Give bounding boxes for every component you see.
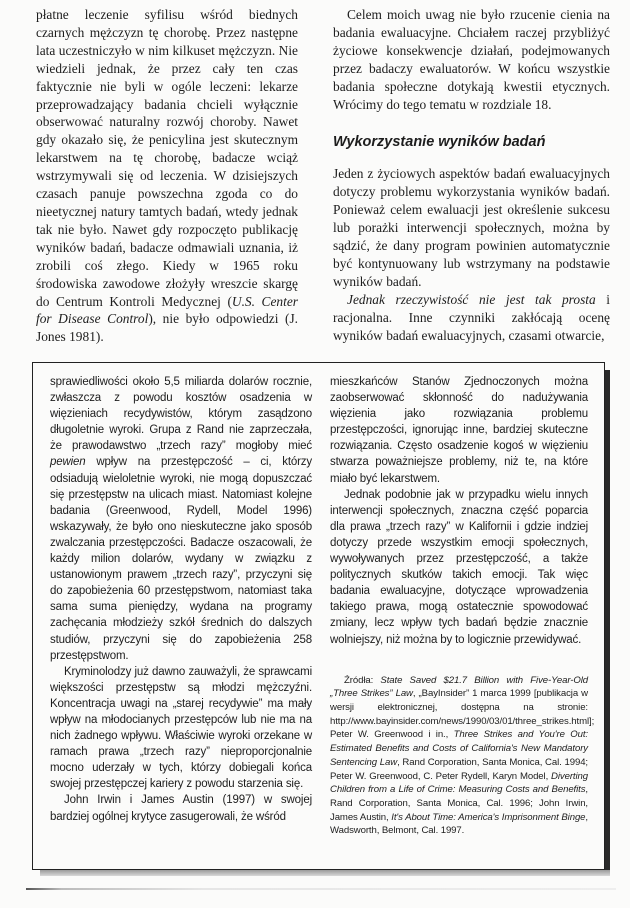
box-right-column	[330, 374, 595, 838]
top-right-paragraph-3: Jednak rzeczywistość nie jest tak prosta i racjonalna. Inne czynniki zakłócają ocenę wyników badań ewaluacyjnych, czasami otwarcie,	[333, 291, 610, 343]
page-bottom-rule	[26, 888, 616, 890]
top-left-column	[36, 6, 298, 346]
section-heading: Wykorzystanie wyników badań	[333, 134, 546, 151]
inset-box	[32, 362, 605, 870]
top-right-paragraph-1: Celem moich uwag nie było rzucenie cienia na badania ewaluacyjne. Chciałem raczej przybliżyć życiowe konsekwencje działań, podejmowanych przez badaczy ewaluatorów. W końcu wszystkie badania społeczne dotykają kwestii etycznych. Wrócimy do tego tematu w rozdziale 18.	[333, 7, 610, 112]
sources-note: Źródła: State Saved $21.7 Billion with Five-Year-Old „Three Strikes” Law, „BayInsider” 1 marca 1999 [publikacja w wersji elektronicznej, dostępna na stronie: http://www.bayinsider.com/news/1990/03/01/three_strikes.html]; Peter W. Greenwood i in., Three Strikes and You're Out: Estimated Benefits and Costs of California's New Mandatory Sentencing Law, Rand Corporation, Santa Monica, Cal. 1994; Peter W. Greenwood, C. Peter Rydell, Karyn Model, Diverting Children from a Life of Crime: Measuring Costs and Benefits, Rand Corporation, Santa Monica, Cal. 1996; John Irwin, James Austin, It's About Time: America's Imprisonment Binge, Wadsworth, Belmont, Cal. 1997.	[330, 674, 595, 837]
top-right-column	[333, 6, 610, 345]
box-paragraph-5: Jednak podobnie jak w przypadku wielu innych interwencji społecznych, znaczna część poparcia dla prawa „trzech razy” w Kalifornii i gdzie indziej dotyczy przede wszystkim emocji społecznych, wywoływanych przez przestępczość, a także politycznych skutków takich emocji. Tak więc badania ewaluacyjne, dotyczące wprowadzenia takiego prawa, mogą ostatecznie spowodować zmiany, lecz wpływ tych badań będzie znacznie wolniejszy, niż można by to logicznie przewidywać.	[330, 488, 588, 646]
box-paragraph-4: mieszkańców Stanów Zjednoczonych można zaobserwować skłonność do nadużywania więzienia jako rozwiązania problemu przestępczości, ignorując inne, bardziej skuteczne rozwiązania. Często osadzenie kogoś w więzieniu stwarza poważniejsze problemy, niż te, na które miało być lekarstwem.	[330, 376, 588, 485]
box-paragraph-1: sprawiedliwości około 5,5 miliarda dolarów rocznie, zwłaszcza z powodu kosztów osadzenia w więzieniach recydywistów, którym zasądzono długoletnie wyroki. Grupa z Rand nie zaprzeczała, że prawodawstwo „trzech razy” mogłoby mieć pewien wpływ na przestępczość – ci, którzy odsiadują wieloletnie wyroki, nie mogą dopuszczać się przestępstw na ulicach miast. Natomiast kolejne badania (Greenwood, Rydell, Model 1996) wskazywały, że było ono nieskuteczne jako sposób zwalczania przestępczości. Badacze oszacowali, że każdy milion dolarów, wydany w związku z ustanowionym prawem „trzech razy”, przyczyni się do zapobieżenia 60 przestępstwom, natomiast taka sama suma pieniędzy, wydana na programy zachęcania młodzieży szkół średnich do dalszych studiów, przyczyni się do zapobieżenia 258 przestępstwom.	[50, 376, 312, 662]
box-shadow-right	[605, 370, 610, 876]
box-paragraph-2: Kryminolodzy już dawno zauważyli, że sprawcami większości przestępstw są młodzi mężczyźni. Koncentracja uwagi na „starej recydywie” ma mały wpływ na młodocianych przestępców lub nie ma na nich żadnego wpływu. Właściwie wyroki orzekane w ramach prawa „trzech razy” nieproporcjonalnie mocno uderzały w tych, którzy dobiegali końca swojej przestępczej kariery z powodu starzenia się.	[50, 665, 312, 791]
top-right-paragraph-2: Jeden z życiowych aspektów badań ewaluacyjnych dotyczy problemu wykorzystania wyników badań. Ponieważ celem ewaluacji jest określenie sukcesu lub porażki interwencji społecznych, można by sądzić, że dany program powinien automatycznie być kontynuowany lub wstrzymany na podstawie wyników badań.	[333, 166, 610, 289]
box-shadow-bottom	[40, 870, 610, 876]
top-left-paragraph: płatne leczenie syfilisu wśród biednych czarnych mężczyzn tę chorobę. Przez następne lata uczestniczyło w nim kilkuset mężczyzn. Nie wiedzieli jednak, że przez cały ten czas faktycznie nie byli w ogóle leczeni: lekarze przeprowadzający badania chcieli wyłącznie obserwować naturalny rozwój choroby. Nawet gdy okazało się, że penicylina jest skutecznym lekarstwem na tę chorobę, badacze wciąż wstrzymywali się od leczenia. W dzisiejszych czasach panuje powszechna zgoda co do nieetycznej natury tamtych badań, wtedy jednak tak nie było. Nawet gdy rozpoczęto publikację wyników badań, badacze odmawiali uznania, iż zrobili coś złego. Kiedy w 1965 roku środowiska zawodowe złożyły wreszcie skargę do Centrum Kontroli Medycznej (U.S. Center for Disease Control), nie było odpowiedzi (J. Jones 1981).	[36, 7, 299, 345]
box-paragraph-3: John Irwin i James Austin (1997) w swojej bardziej ogólnej krytyce zasugerowali, że wśród	[50, 794, 312, 823]
box-left-column	[50, 374, 312, 825]
